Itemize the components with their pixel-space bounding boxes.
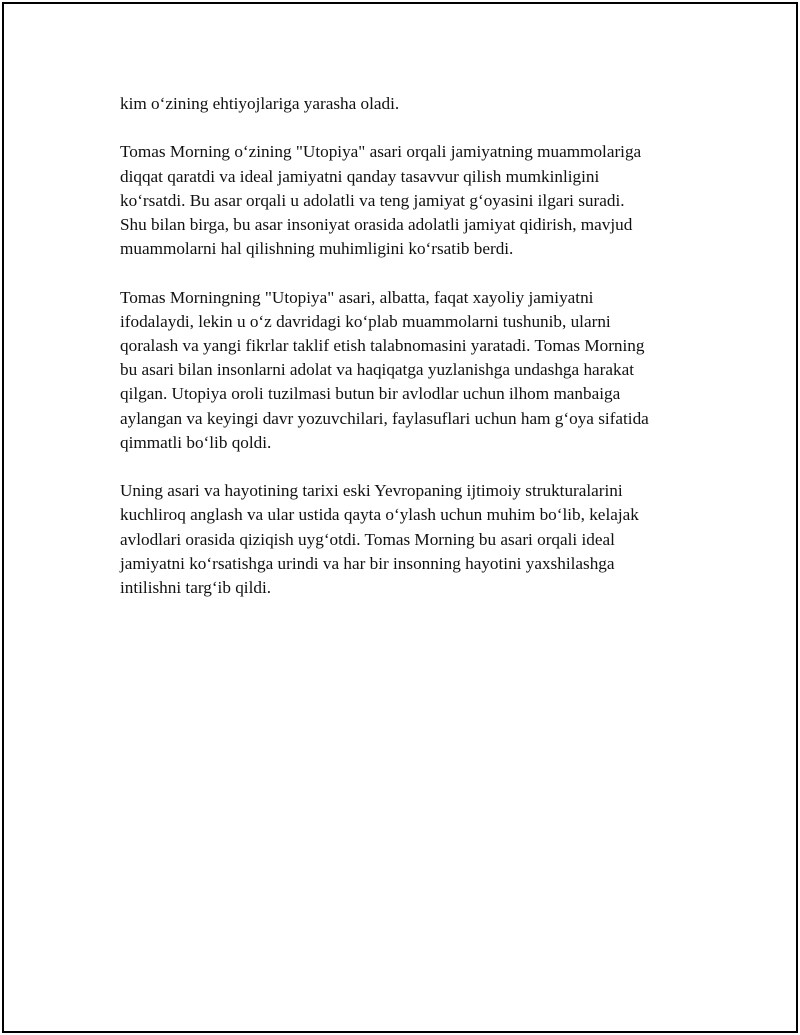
text-line: Tomas Morningning "Utopiya" asari, albatta, faqat xayoliy jamiyatni <box>120 287 594 307</box>
text-line: jamiyatni ko‘rsatishga urindi va har bir insonning hayotini yaxshilashga <box>120 553 615 573</box>
text-line: aylangan va keyingi davr yozuvchilari, faylasuflari uchun ham g‘oya sifatida <box>120 408 649 428</box>
text-line: Uning asari va hayotining tarixi eski Yevropaning ijtimoiy strukturalarini <box>120 481 623 501</box>
text-line: muammolarni hal qilishning muhimligini ko‘rsatib berdi. <box>120 239 514 259</box>
text-line: qoralash va yangi fikrlar taklif etish talabnomasini yaratadi. Tomas Morning <box>120 336 645 355</box>
text-line: intilishni targ‘ib qildi. <box>120 578 272 598</box>
paragraph-2 <box>120 140 700 261</box>
text-line: diqqat qaratdi va ideal jamiyatni qanday tasavvur qilish mumkinligini <box>120 166 600 186</box>
text-line: qimmatli bo‘lib qoldi. <box>120 432 272 452</box>
paragraph-4 <box>120 479 700 600</box>
text-line: ko‘rsatdi. Bu asar orqali u adolatli va teng jamiyat g‘oyasini ilgari suradi. <box>120 190 625 210</box>
text-line: ifodalaydi, lekin u o‘z davridagi ko‘plab muammolarni tushunib, ularni <box>120 311 611 331</box>
paragraph-1 <box>120 92 700 116</box>
text-line: kim o‘zining ehtiyojlariga yarasha oladi. <box>120 94 400 113</box>
text-line: avlodlari orasida qiziqish uyg‘otdi. Tomas Morning bu asari orqali ideal <box>120 529 615 549</box>
text-line: qilgan. Utopiya oroli tuzilmasi butun bir avlodlar uchun ilhom manbaiga <box>120 384 621 404</box>
document-body <box>120 92 700 624</box>
text-line: kuchliroq anglash va ular ustida qayta o‘ylash uchun muhim bo‘lib, kelajak <box>120 505 639 525</box>
document-page <box>2 2 798 1033</box>
paragraph-3 <box>120 286 700 455</box>
text-line: Shu bilan birga, bu asar insoniyat orasida adolatli jamiyat qidirish, mavjud <box>120 215 633 234</box>
text-line: Tomas Morning o‘zining "Utopiya" asari orqali jamiyatning muammolariga <box>120 142 642 162</box>
text-line: bu asari bilan insonlarni adolat va haqiqatga yuzlanishga undashga harakat <box>120 360 635 380</box>
